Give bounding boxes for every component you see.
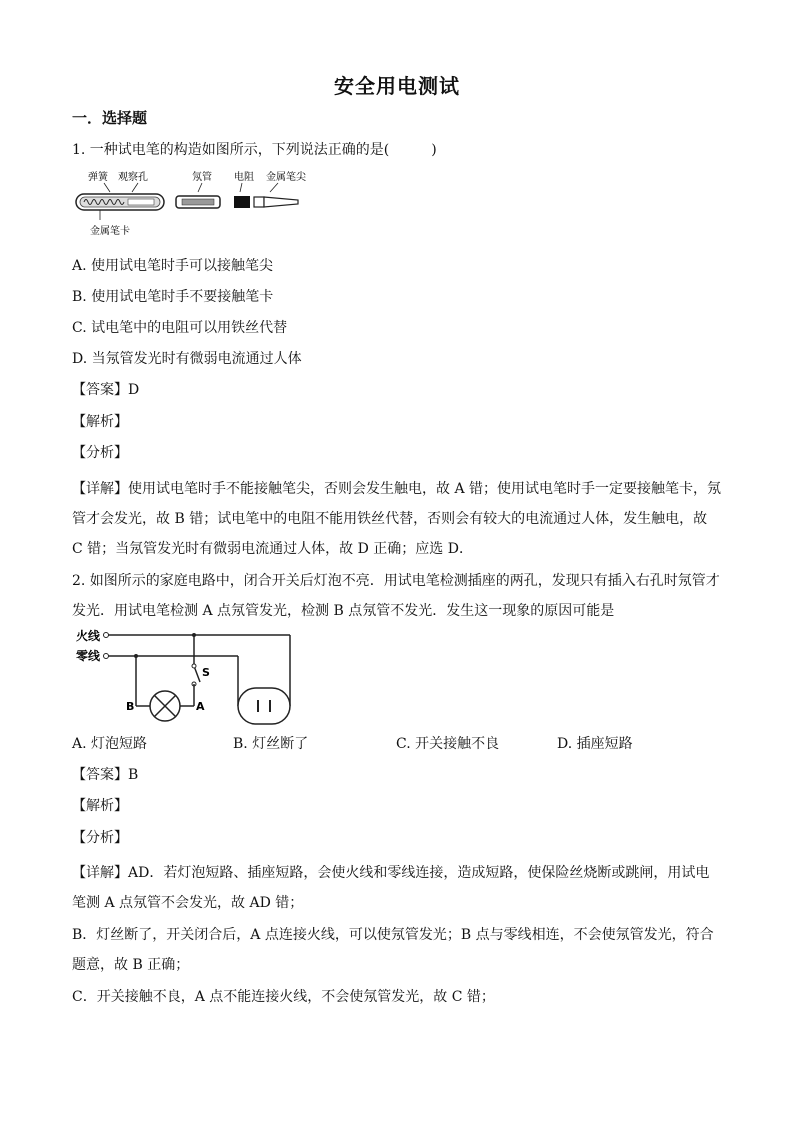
- q2-detail-1: [72, 858, 722, 918]
- resistor-block: [234, 196, 250, 208]
- label-spring: 弹簧: [88, 172, 108, 183]
- q1-option-b: B. 使用试电笔时手不要接触笔卡: [72, 289, 274, 305]
- q1-stem: 1. 一种试电笔的构造如图所示，下列说法正确的是( ): [72, 142, 437, 158]
- q2-answer: [72, 765, 138, 785]
- q2-option-d: D. 插座短路: [557, 736, 633, 752]
- label-live-wire: 火线: [76, 629, 101, 643]
- detail-text: 使用试电笔时手不能接触笔尖，否则会发生触电，故 A 错；使用试电笔时手一定要接触笔卡，氖管才会发光，故 B 错；试电笔中的电阻不能用铁丝代替，否则会有较大的电流通过人体，发生触电，故 C 错；当氖管发光时有微弱电流通过人体，故 D 正确；应选 D．: [72, 481, 722, 557]
- q1-answer: [72, 380, 139, 400]
- q2-stem: 2. 如图所示的家庭电路中，闭合开关后灯泡不亮．用试电笔检测插座的两孔，发现只有插入右孔时氖管才发光．用试电笔检测 A 点氖管发光，检测 B 点氖管不发光．发生这一现象的原因可能是: [72, 573, 720, 619]
- q2-detail-3: C．开关接触不良，A 点不能连接火线，不会使氖管发光，故 C 错；: [72, 989, 495, 1005]
- q1-option-c: C. 试电笔中的电阻可以用铁丝代替: [72, 320, 288, 336]
- q2-option-a: A. 灯泡短路: [72, 736, 148, 752]
- metal-tip: [254, 197, 298, 207]
- detail-tag: 【详解】: [72, 865, 128, 881]
- q2-option-c: C. 开关接触不良: [396, 736, 500, 752]
- detail-tag: 【详解】: [72, 481, 128, 497]
- q1-fenxi: 【分析】: [72, 445, 128, 461]
- switch-blade: [194, 666, 200, 682]
- answer-tag: 【答案】: [72, 382, 128, 398]
- pen-body: [76, 194, 164, 210]
- answer-value: B: [128, 767, 139, 783]
- q2-jiexi: 【解析】: [72, 798, 128, 814]
- label-tip: 金属笔尖: [266, 172, 306, 183]
- label-point-b: B: [126, 700, 135, 713]
- section-heading: 一．选择题: [72, 109, 148, 127]
- q1-jiexi: 【解析】: [72, 414, 128, 430]
- q1-tester-figure: [70, 168, 330, 240]
- label-clip: 金属笔卡: [90, 226, 130, 237]
- label-resistor: 电阻: [234, 172, 254, 183]
- page-title: 安全用电测试: [334, 74, 460, 98]
- q1-option-d: D. 当氖管发光时有微弱电流通过人体: [72, 351, 302, 367]
- q2-fenxi: 【分析】: [72, 830, 128, 846]
- q2-detail-2: B．灯丝断了，开关闭合后，A 点连接火线，可以使氖管发光；B 点与零线相连，不会使氖管发光，符合题意，故 B 正确；: [72, 927, 714, 973]
- label-point-a: A: [196, 700, 205, 713]
- q2-circuit-figure: [72, 626, 302, 726]
- label-window: 观察孔: [118, 172, 148, 183]
- outlet-icon: [238, 688, 290, 724]
- detail-text: AD．若灯泡短路、插座短路，会使火线和零线连接，造成短路，使保险丝烧断或跳闸，用试电笔测 A 点氖管不会发光，故 AD 错；: [72, 865, 710, 911]
- q1-option-a: A. 使用试电笔时手可以接触笔尖: [72, 258, 274, 274]
- q2-option-b: B. 灯丝断了: [233, 736, 309, 752]
- label-switch: S: [202, 666, 210, 679]
- label-neon: 氖管: [192, 172, 212, 183]
- neon-tube: [176, 196, 220, 208]
- answer-tag: 【答案】: [72, 767, 128, 783]
- bulb-icon: [150, 691, 180, 721]
- q1-detail: [72, 474, 722, 564]
- label-neutral-wire: 零线: [76, 649, 101, 663]
- answer-value: D: [128, 382, 140, 398]
